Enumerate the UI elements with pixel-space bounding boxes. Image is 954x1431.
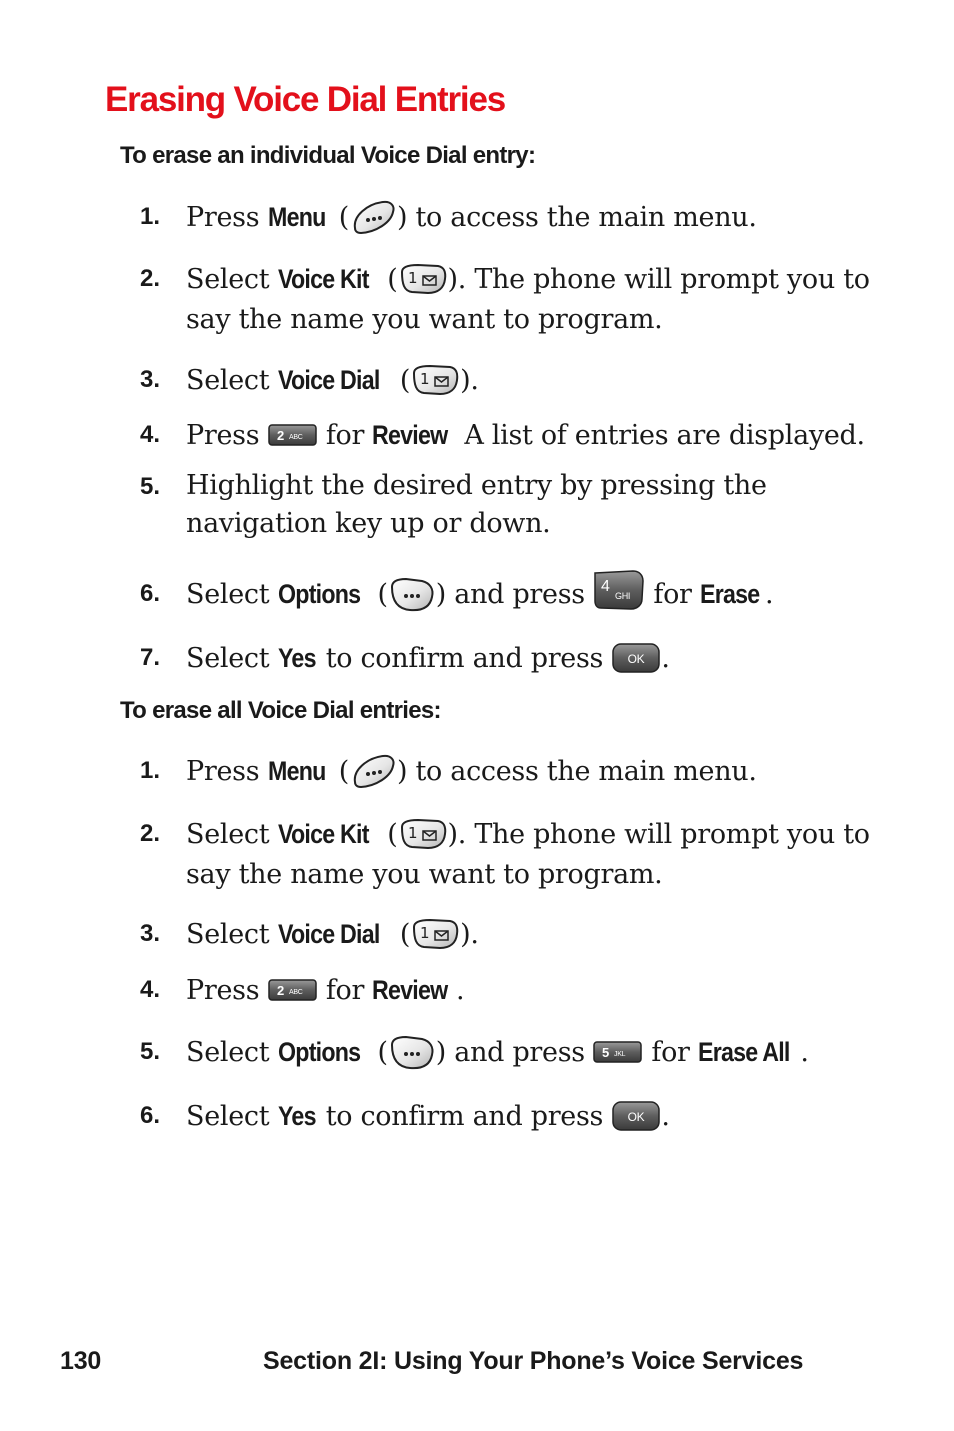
step-number: 5.: [140, 473, 161, 500]
step-individual-4: 4. Press 2 ABC for Review A list of entries are displayed.: [140, 415, 880, 495]
voice-dial-label: Voice Dial: [277, 365, 380, 395]
step-individual-6: 6. Select Options ( ) and press 4 GHI for Erase .: [140, 574, 880, 654]
menu-softkey-icon: [349, 198, 397, 236]
step-individual-3: 3. Select Voice Dial ( 1 ).: [140, 360, 880, 440]
svg-text:OK: OK: [628, 1109, 645, 1124]
section-heading-individual: To erase an individual Voice Dial entry:: [120, 142, 536, 169]
step-number: 2.: [140, 265, 161, 292]
erase-label: Erase: [699, 579, 760, 609]
svg-text:OK: OK: [628, 651, 645, 666]
svg-text:2: 2: [276, 982, 284, 998]
review-label: Review: [372, 975, 448, 1005]
voice-kit-label: Voice Kit: [277, 264, 369, 294]
menu-softkey-icon: [349, 752, 397, 790]
step-number: 3.: [140, 366, 161, 393]
page-number: 130: [60, 1347, 102, 1375]
step-individual-5: 5. Highlight the desired entry by pressing the navigation key up or down.: [140, 467, 880, 547]
svg-text:JKL: JKL: [614, 1050, 626, 1058]
key-1-voicemail-icon: [398, 262, 448, 296]
step-individual-1: 1. Press Menu ( ) to access the main menu.: [140, 197, 880, 277]
svg-text:1: 1: [407, 268, 417, 287]
step-individual-7: 7. Select Yes to confirm and press OK .: [140, 638, 880, 718]
step-all-1: 1. Press Menu ( ) to access the main menu.: [140, 751, 880, 831]
step-all-5: 5. Select Options ( ) and press 5 JKL for Erase All .: [140, 1032, 880, 1112]
key-4-ghi-icon: [593, 569, 645, 611]
key-1-voicemail-icon: [410, 917, 460, 951]
erase-all-label: Erase All: [697, 1037, 790, 1067]
section-title-footer: Section 2I: Using Your Phone’s Voice Services: [263, 1347, 804, 1375]
svg-text:2: 2: [276, 427, 284, 443]
svg-text:GHI: GHI: [615, 590, 631, 601]
step-number: 1.: [140, 203, 161, 230]
svg-text:1: 1: [407, 823, 417, 842]
key-1-voicemail-icon: [410, 363, 460, 397]
key-5-jkl-icon: [593, 1040, 643, 1064]
svg-text:ABC: ABC: [288, 988, 303, 996]
step-number: 4.: [140, 421, 161, 448]
step-number: 1.: [140, 757, 161, 784]
options-softkey-icon: [388, 1033, 436, 1071]
step-number: 3.: [140, 920, 161, 947]
step-number: 4.: [140, 976, 161, 1003]
options-softkey-icon: [388, 575, 436, 613]
voice-kit-label: Voice Kit: [277, 819, 369, 849]
step-number: 6.: [140, 580, 161, 607]
step-all-2: 2. Select Voice Kit ( 1 ). The phone will prompt you to say the name you want to program.: [140, 814, 880, 894]
step-number: 2.: [140, 820, 161, 847]
step-number: 7.: [140, 644, 161, 671]
svg-text:4: 4: [601, 577, 610, 595]
ok-key-icon: [611, 1100, 661, 1132]
svg-text:5: 5: [602, 1044, 610, 1060]
yes-label: Yes: [277, 643, 316, 673]
svg-text:ABC: ABC: [288, 433, 303, 441]
voice-dial-label: Voice Dial: [277, 919, 380, 949]
key-2-abc-icon: [268, 423, 318, 447]
step-individual-2: 2. Select Voice Kit ( 1 ). The phone will prompt you to say the name you want to program.: [140, 259, 880, 339]
yes-label: Yes: [277, 1101, 316, 1131]
svg-text:1: 1: [420, 923, 430, 942]
review-label: Review: [372, 420, 448, 450]
ok-key-icon: [611, 642, 661, 674]
step-all-4: 4. Press 2 ABC for Review .: [140, 970, 880, 1050]
step-all-6: 6. Select Yes to confirm and press OK .: [140, 1096, 880, 1176]
menu-key-label: Menu: [267, 202, 326, 232]
key-2-abc-icon: [268, 978, 318, 1002]
page-title: Erasing Voice Dial Entries: [105, 80, 505, 119]
step-all-3: 3. Select Voice Dial ( 1 ).: [140, 914, 880, 994]
key-1-voicemail-icon: [398, 817, 448, 851]
menu-key-label: Menu: [267, 756, 326, 786]
section-heading-all: To erase all Voice Dial entries:: [120, 697, 441, 724]
options-label: Options: [277, 579, 360, 609]
step-number: 6.: [140, 1102, 161, 1129]
step-number: 5.: [140, 1038, 161, 1065]
options-label: Options: [277, 1037, 360, 1067]
svg-text:1: 1: [420, 369, 430, 388]
